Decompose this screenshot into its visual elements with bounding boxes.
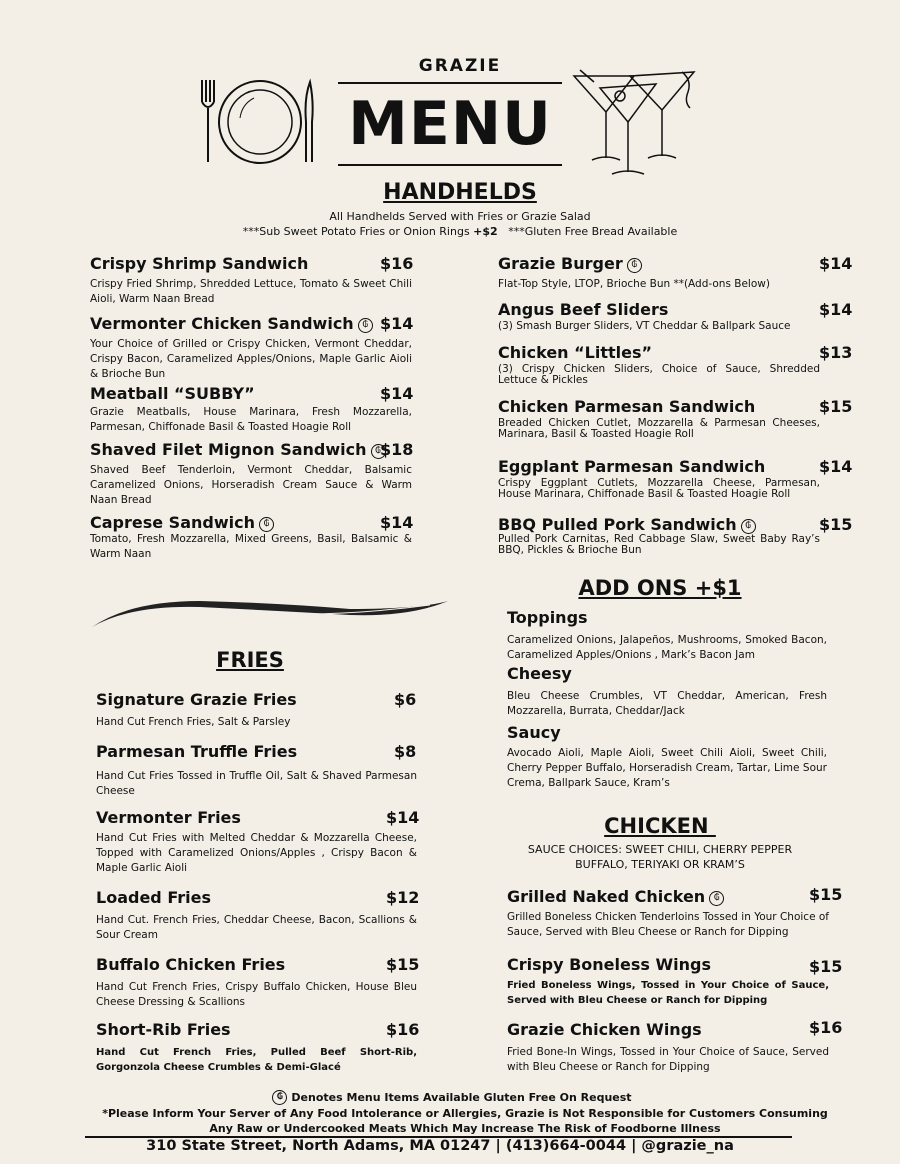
item-name: Vermonter Fries: [96, 808, 241, 827]
item-name: Crispy Shrimp Sandwich: [90, 254, 309, 273]
addon-group: [507, 664, 827, 719]
item-price: $14: [819, 300, 853, 319]
list-item: [498, 300, 853, 334]
sauce-choices-note: SAUCE CHOICES: SWEET CHILI, CHERRY PEPPER BUFFALO, TERIYAKI OR KRAM’S: [527, 843, 793, 871]
item-name: Chicken Parmesan Sandwich: [498, 397, 756, 416]
item-description: Hand Cut Fries Tossed in Truffle Oil, Salt & Shaved Parmesan Cheese: [96, 770, 417, 797]
item-description: Hand Cut French Fries, Salt & Parsley: [96, 716, 291, 728]
addon-group: [507, 608, 827, 663]
list-item: [498, 515, 853, 556]
item-description: Your Choice of Grilled or Crispy Chicken, Vermont Cheddar, Crispy Bacon, Caramelized Apples/Onions, Maple Garlic Aioli & Brioche Bun: [90, 338, 412, 380]
item-price: $15: [819, 515, 853, 534]
addon-group-name: Toppings: [507, 608, 588, 627]
item-name: Short-Rib Fries: [96, 1020, 231, 1039]
list-item: [507, 885, 843, 940]
item-name: Grazie Burger: [498, 254, 623, 273]
item-price: $15: [386, 955, 420, 974]
addon-group: [507, 723, 827, 791]
foodborne-disclaimer: Any Raw or Undercooked Meats Which May Increase The Risk of Foodborne Illness: [209, 1122, 721, 1135]
gluten-free-bread-note: ***Gluten Free Bread Available: [497, 225, 678, 238]
list-item: [96, 690, 417, 730]
fries-heading: FRIES: [216, 648, 284, 672]
item-price: $15: [809, 957, 843, 976]
item-name: Vermonter Chicken Sandwich: [90, 314, 354, 333]
item-name: Eggplant Parmesan Sandwich: [498, 457, 766, 476]
gluten-free-icon: ₲: [709, 891, 724, 906]
addon-group-name: Cheesy: [507, 664, 572, 683]
item-description: Breaded Chicken Cutlet, Mozzarella & Parmesan Cheeses, Marinara, Basil & Toasted Hoagie Roll: [498, 417, 820, 440]
item-name: Caprese Sandwich: [90, 513, 255, 532]
list-item: [96, 808, 420, 876]
addon-group-items: Avocado Aioli, Maple Aioli, Sweet Chili Aioli, Sweet Chili, Cherry Pepper Buffalo, Horseradish Cream, Tartar, Lime Sour Crema, Ballpark Sauce, Kram’s: [507, 747, 827, 789]
list-item: [90, 314, 412, 382]
item-price: $16: [386, 1020, 420, 1039]
plate-icon: [216, 78, 304, 166]
handhelds-note: All Handhelds Served with Fries or Grazie Salad: [329, 210, 591, 223]
chicken-heading: CHICKEN: [604, 814, 716, 838]
item-description: Crispy Eggplant Cutlets, Mozzarella Cheese, Parmesan, House Marinara, Chiffonade Basil & Toasted Hoagie Roll: [498, 477, 820, 500]
knife-icon: [302, 78, 316, 166]
gluten-free-icon: ₲: [371, 444, 386, 459]
item-description: (3) Smash Burger Sliders, VT Cheddar & Ballpark Sauce: [498, 320, 791, 332]
handhelds-heading: HANDHELDS: [383, 180, 537, 205]
item-name: Chicken “Littles”: [498, 343, 652, 362]
addon-group-items: Bleu Cheese Crumbles, VT Cheddar, American, Fresh Mozzarella, Burrata, Cheddar/Jack: [507, 690, 827, 717]
gluten-free-icon: ₲: [259, 517, 274, 532]
list-item: [96, 1020, 420, 1075]
item-description: Hand Cut French Fries, Pulled Beef Short-Rib, Gorgonzola Cheese Crumbles & Demi-Glacé: [96, 1047, 417, 1073]
item-price: $14: [819, 254, 853, 273]
list-item: [498, 343, 853, 386]
list-item: [498, 457, 853, 500]
item-name: Signature Grazie Fries: [96, 690, 297, 709]
addons-heading: ADD ONS +$1: [578, 576, 742, 600]
menu-title: MENU: [338, 82, 562, 166]
item-name: Crispy Boneless Wings: [507, 955, 711, 974]
item-description: Tomato, Fresh Mozzarella, Mixed Greens, Basil, Balsamic & Warm Naan: [90, 533, 412, 560]
list-item: [96, 888, 420, 943]
allergy-disclaimer: *Please Inform Your Server of Any Food Intolerance or Allergies, Grazie is Not Responsible for Customers Consuming: [102, 1107, 828, 1120]
item-name: Buffalo Chicken Fries: [96, 955, 286, 974]
item-price: $18: [380, 440, 414, 459]
list-item: [498, 397, 853, 440]
addon-group-name: Saucy: [507, 723, 561, 742]
gluten-free-icon: ₲: [627, 258, 642, 273]
gluten-free-icon: ₲: [741, 519, 756, 534]
contact-info: 310 State Street, North Adams, MA 01247 | (413)664-0044 | @grazie_na: [146, 1138, 734, 1154]
item-price: $12: [386, 888, 420, 907]
item-name: BBQ Pulled Pork Sandwich: [498, 515, 737, 534]
item-description: Flat-Top Style, LTOP, Brioche Bun **(Add-ons Below): [498, 278, 770, 290]
list-item: [507, 1018, 843, 1075]
item-description: (3) Crispy Chicken Sliders, Choice of Sauce, Shredded Lettuce & Pickles: [498, 363, 820, 386]
item-name: Grazie Chicken Wings: [507, 1020, 702, 1039]
list-item: [90, 254, 412, 307]
item-price: $14: [380, 314, 414, 333]
item-name: Meatball “SUBBY”: [90, 384, 255, 403]
item-price: $14: [380, 513, 414, 532]
item-description: Shaved Beef Tenderloin, Vermont Cheddar, Balsamic Caramelized Onions, Horseradish Cream Sauce & Warm Naan Bread: [90, 464, 412, 506]
item-description: Fried Bone-In Wings, Tossed in Your Choice of Sauce, Served with Bleu Cheese or Ranch for Dipping: [507, 1046, 829, 1073]
brand-name: GRAZIE: [418, 56, 502, 76]
martini-glasses-icon: [570, 62, 702, 180]
item-price: $14: [819, 457, 853, 476]
fork-icon: [198, 78, 218, 166]
item-description: Crispy Fried Shrimp, Shredded Lettuce, Tomato & Sweet Chili Aioli, Warm Naan Bread: [90, 278, 412, 305]
list-item: [96, 742, 417, 799]
item-price: $8: [394, 742, 417, 761]
item-price: $6: [394, 690, 417, 709]
item-description: Hand Cut Fries with Melted Cheddar & Mozzarella Cheese, Topped with Caramelized Onions/Apples , Crispy Bacon & Maple Garlic Aioli: [96, 832, 417, 874]
addon-group-items: Caramelized Onions, Jalapeños, Mushrooms, Smoked Bacon, Caramelized Apples/Onions , Mark’s Bacon Jam: [507, 634, 827, 661]
gluten-free-icon: ₲: [272, 1090, 287, 1105]
item-price: $15: [819, 397, 853, 416]
item-name: Loaded Fries: [96, 888, 211, 907]
handhelds-sub-note: [0, 224, 900, 239]
list-item: [90, 513, 412, 562]
gluten-free-legend-text: Denotes Menu Items Available Gluten Free On Request: [291, 1091, 632, 1104]
list-item: [498, 254, 853, 292]
item-description: Grazie Meatballs, House Marinara, Fresh Mozzarella, Parmesan, Chiffonade Basil & Toasted Hoagie Roll: [90, 406, 412, 433]
item-name: Angus Beef Sliders: [498, 300, 669, 319]
item-name: Shaved Filet Mignon Sandwich: [90, 440, 367, 459]
item-description: Fried Boneless Wings, Tossed in Your Choice of Sauce, Served with Bleu Cheese or Ranch for Dipping: [507, 980, 829, 1006]
item-price: $15: [809, 885, 843, 904]
item-description: Hand Cut. French Fries, Cheddar Cheese, Bacon, Scallions & Sour Cream: [96, 914, 417, 941]
gluten-free-icon: ₲: [358, 318, 373, 333]
item-price: $13: [819, 343, 853, 362]
item-description: Hand Cut French Fries, Crispy Buffalo Chicken, House Bleu Cheese Dressing & Scallions: [96, 981, 417, 1008]
sub-note-price: +$2: [473, 225, 498, 238]
gluten-free-legend: [0, 1090, 900, 1105]
item-price: $14: [386, 808, 420, 827]
list-item: [96, 955, 420, 1010]
item-name: Parmesan Truffle Fries: [96, 742, 298, 761]
item-name: Grilled Naked Chicken: [507, 887, 706, 906]
sub-note-text: ***Sub Sweet Potato Fries or Onion Rings: [242, 225, 474, 238]
item-description: Grilled Boneless Chicken Tenderloins Tossed in Your Choice of Sauce, Served with Bleu Cheese or Ranch for Dipping: [507, 911, 829, 938]
list-item: [90, 384, 412, 435]
item-price: $16: [809, 1018, 843, 1037]
brush-stroke-divider: [90, 595, 450, 631]
item-description: Pulled Pork Carnitas, Red Cabbage Slaw, Sweet Baby Ray’s BBQ, Pickles & Brioche Bun: [498, 533, 820, 556]
item-price: $14: [380, 384, 414, 403]
list-item: [507, 955, 843, 1008]
list-item: [90, 440, 412, 508]
item-price: $16: [380, 254, 414, 273]
